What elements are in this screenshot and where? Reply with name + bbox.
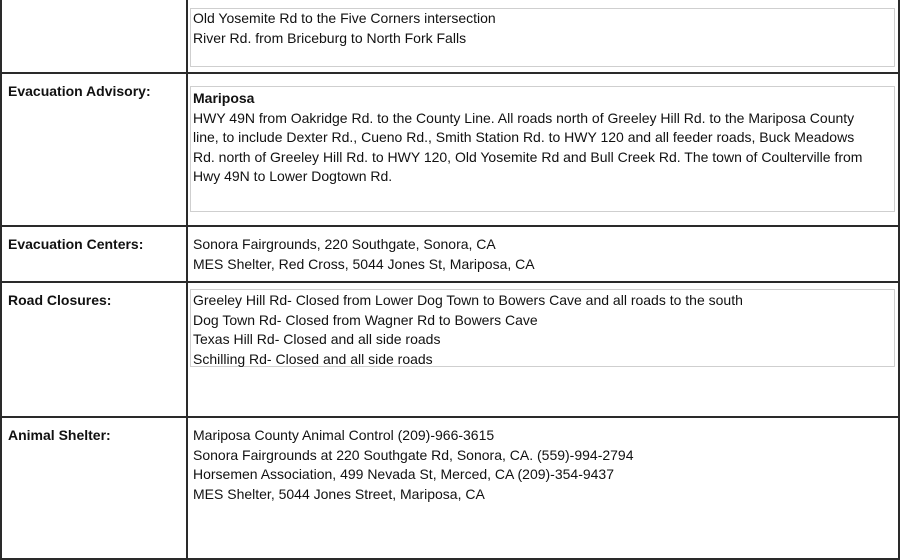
advisory-line: Hwy 49N to Lower Dogtown Rd. — [193, 168, 393, 184]
closure-line: Schilling Rd- Closed and all side roads — [193, 350, 433, 367]
row-divider — [0, 72, 900, 74]
shelter-line: Horsemen Association, 499 Nevada St, Merced, CA (209)-354-9437 — [193, 466, 615, 482]
evacuation-centers-cell — [193, 235, 893, 274]
evacuation-advisory-cell — [193, 89, 893, 187]
animal-shelter-cell — [193, 426, 893, 504]
road-line: Old Yosemite Rd to the Five Corners intersection — [193, 10, 496, 26]
closure-line: Dog Town Rd- Closed from Wagner Rd to Bowers Cave — [193, 311, 538, 328]
area-subheading: Mariposa — [193, 90, 255, 106]
shelter-line: Sonora Fairgrounds at 220 Southgate Rd, Sonora, CA. (559)-994-2794 — [193, 446, 634, 463]
row-divider — [0, 416, 900, 418]
evacuation-order-continued-cell — [193, 9, 893, 48]
road-closures-cell — [193, 291, 893, 369]
row-divider — [0, 225, 900, 227]
closure-line: Texas Hill Rd- Closed and all side roads — [193, 331, 441, 347]
evacuation-centers-label: Evacuation Centers: — [8, 236, 144, 252]
evacuation-advisory-label: Evacuation Advisory: — [8, 83, 151, 99]
advisory-line: HWY 49N from Oakridge Rd. to the County Line. All roads north of Greeley Hill Rd. to the Mariposa County — [193, 109, 855, 126]
animal-shelter-label: Animal Shelter: — [8, 427, 111, 443]
center-line: MES Shelter, Red Cross, 5044 Jones St, Mariposa, CA — [193, 255, 535, 272]
closure-line: Greeley Hill Rd- Closed from Lower Dog Town to Bowers Cave and all roads to the south — [193, 292, 743, 308]
advisory-line: Rd. north of Greeley Hill Rd. to HWY 120, Old Yosemite Rd and Bull Creek Rd. The town of Coulterville from — [193, 148, 863, 165]
row-divider — [0, 281, 900, 283]
shelter-line: Mariposa County Animal Control (209)-966-3615 — [193, 427, 495, 443]
column-divider — [186, 0, 188, 560]
center-line: Sonora Fairgrounds, 220 Southgate, Sonora, CA — [193, 236, 496, 252]
road-closures-label: Road Closures: — [8, 292, 112, 308]
advisory-line: line, to include Dexter Rd., Cueno Rd., Smith Station Rd. to HWY 120 and all feeder roads, Buck Meadows — [193, 129, 855, 145]
table-border-left — [0, 0, 2, 560]
road-line: River Rd. from Briceburg to North Fork Falls — [193, 29, 467, 46]
shelter-line: MES Shelter, 5044 Jones Street, Mariposa, CA — [193, 485, 485, 502]
